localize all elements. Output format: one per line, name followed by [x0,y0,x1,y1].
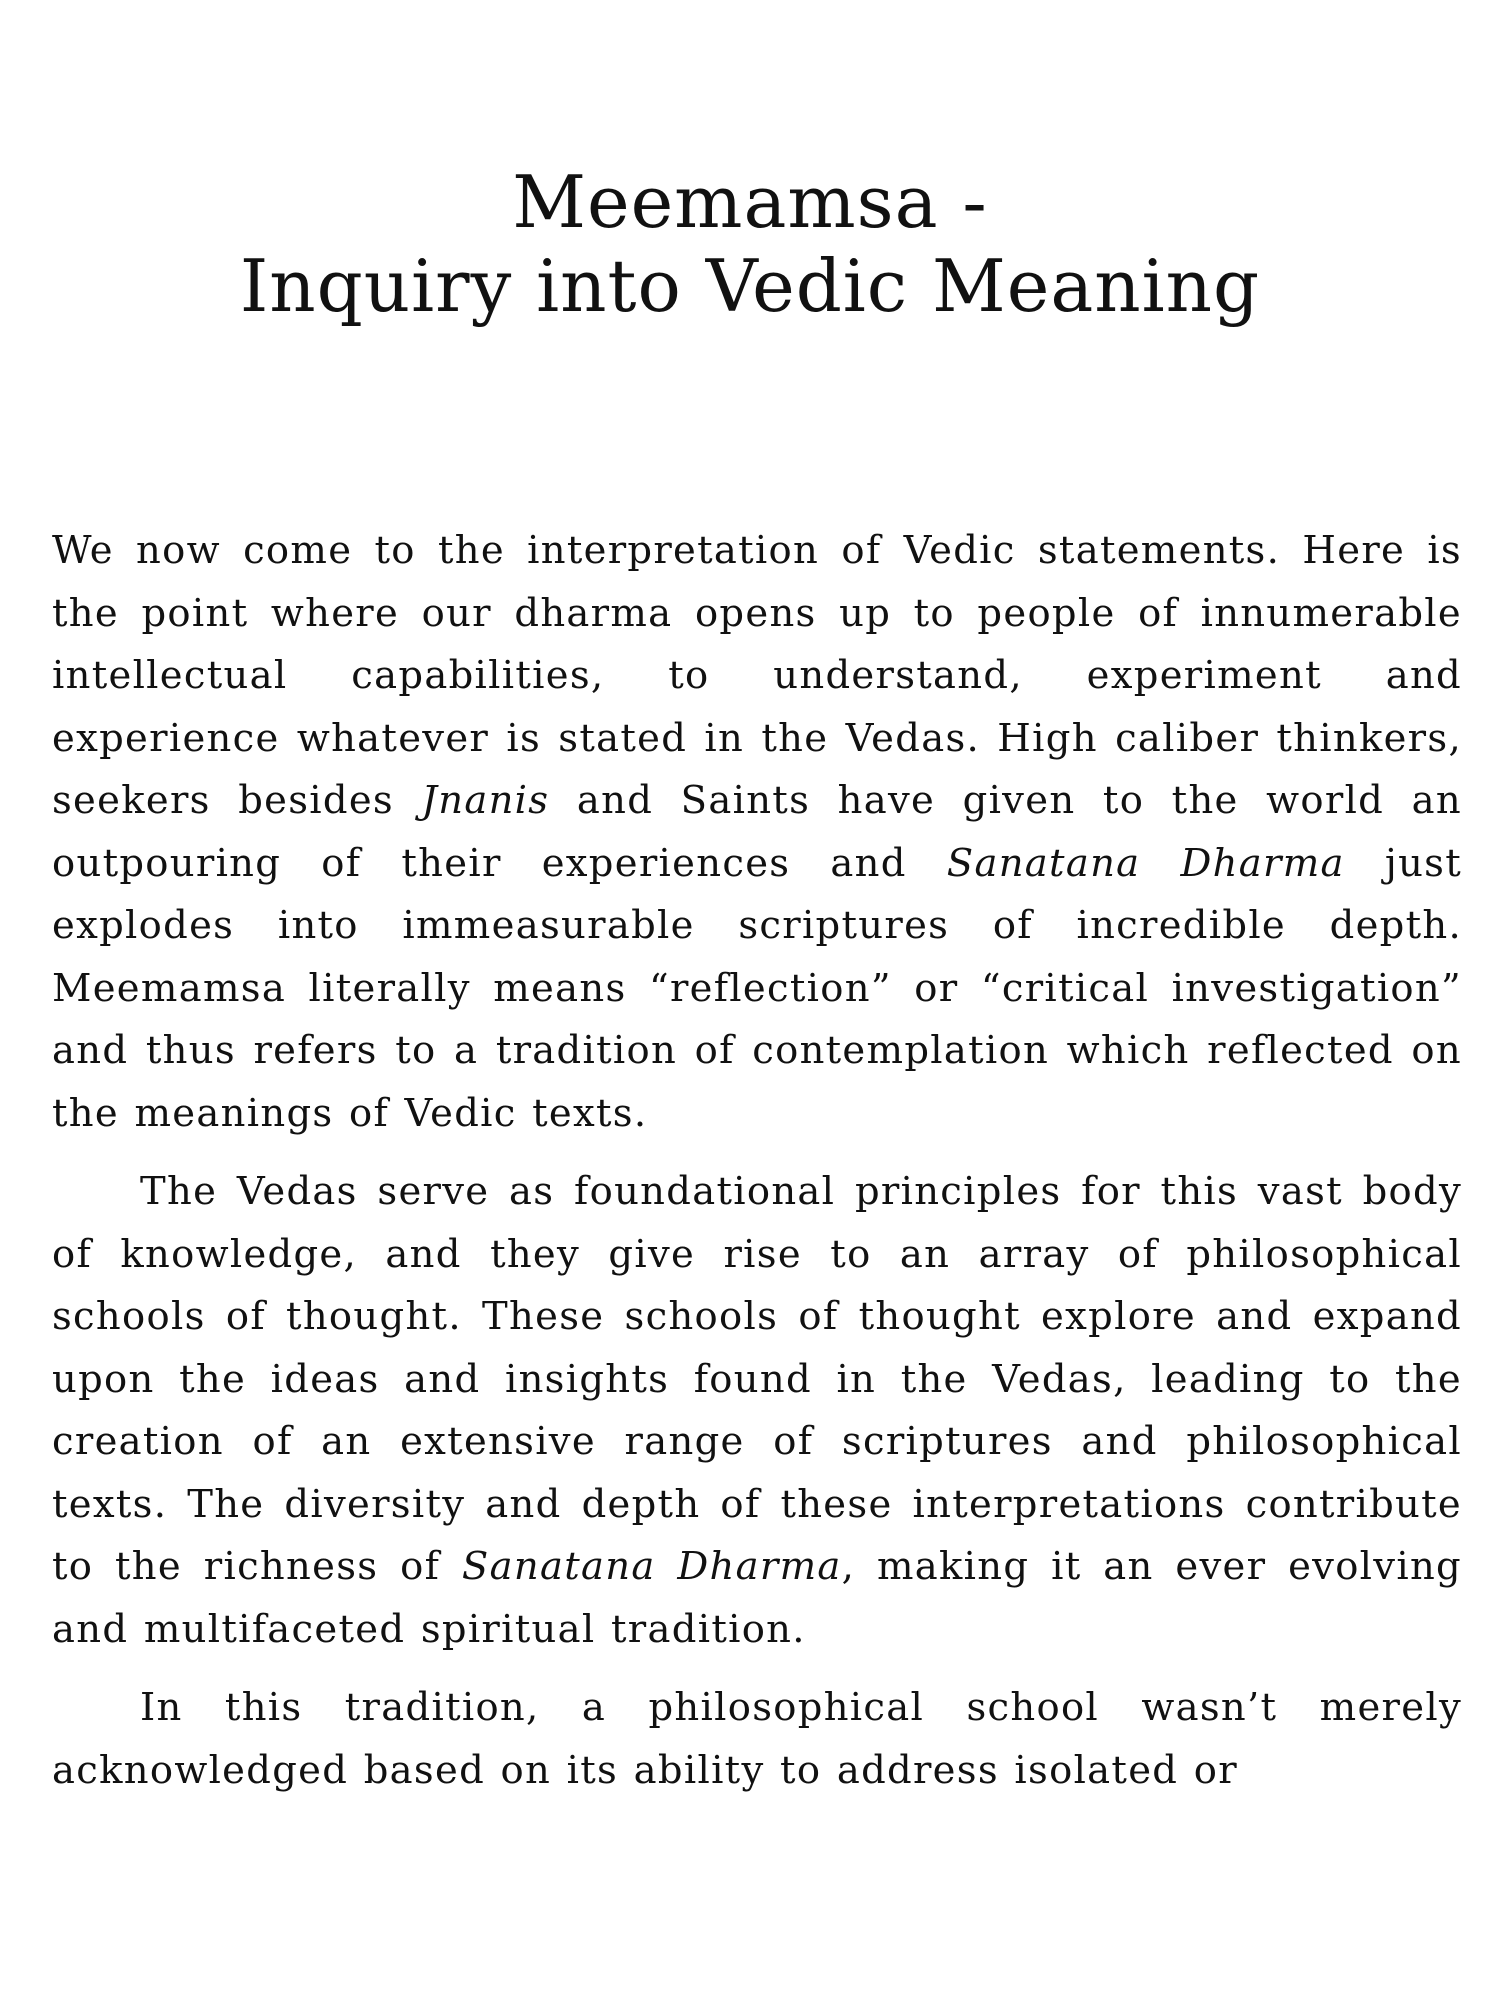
paragraph-3 [52,1677,1462,1802]
paragraph-1-text-c: just explodes into immeasurable scriptures of incredible depth. Meemamsa literally means “reflection” or “critical investigation” and thus refers to a tradition of contemplation which reflected on the meanings of Vedic texts. [52,840,1462,1136]
paragraph-2-text-a: The Vedas serve as foundational principles for this vast body of knowledge, and they give rise to an array of philosophical schools of thought. These schools of thought explore and expand upon the ideas and insights found in the Vedas, leading to the creation of an extensive range of scriptures and philosophical texts. The diversity and depth of these interpretations contribute to the richness of [52,1169,1462,1589]
chapter-title [0,160,1500,328]
italic-term-sanatana-dharma: Sanatana Dharma [946,840,1345,886]
body-text [52,520,1462,1802]
chapter-title-line-1: Meemamsa - [512,160,988,244]
paragraph-1-text-a: We now come to the interpretation of Vedic statements. Here is the point where our dharma opens up to people of innumerable intellectual capabilities, to understand, experiment and experience whatever is stated in the Vedas. High caliber thinkers, seekers besides [52,528,1462,823]
chapter-title-line-2: Inquiry into Vedic Meaning [239,244,1261,328]
italic-term-jnanis: Jnanis [421,778,550,823]
paragraph-3-text: In this tradition, a philosophical school wasn’t merely acknowledged based on its ability to address isolated or [52,1685,1462,1793]
paragraph-2 [52,1161,1462,1661]
paragraph-1-text-b: and Saints have given to the world an outpouring of their experiences and [52,778,1462,886]
paragraph-1 [52,520,1462,1145]
italic-term-sanatana-dharma-2: Sanatana Dharma [461,1544,842,1589]
paragraph-2-text-b: , making it an ever evolving and multifaceted spiritual tradition. [52,1544,1462,1652]
